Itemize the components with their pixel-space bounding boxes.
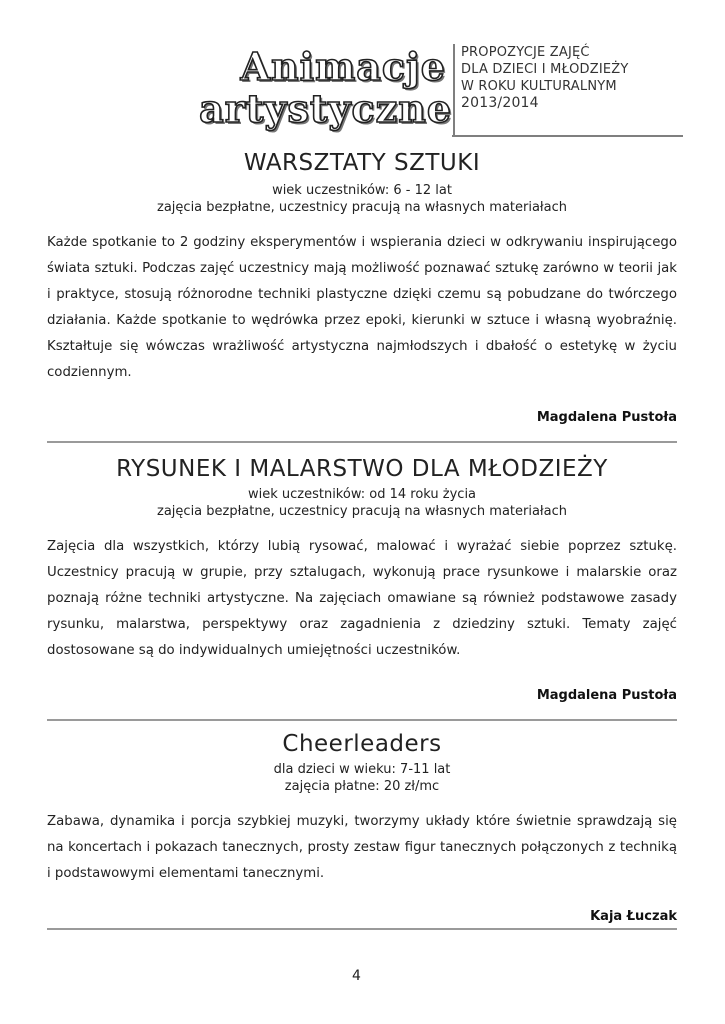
section-age: wiek uczestników: od 14 roku życia <box>247 487 477 502</box>
section-divider <box>47 928 677 930</box>
section-description: Każde spotkanie to 2 godziny eksperymentów i wspierania dzieci w odkrywaniu inspirującego świata sztuki. Podczas zajęć uczestnicy mają możliwość poznawać sztukę zarówno w teorii jak i praktyce, stosują różnorodne techniki plastyczne dzięki czemu są pobudzane do twórczego działania. Każde spotkanie to wędrówka przez epoki, kierunki w sztuce i własną wyobraźnię. Kształtuje się wówczas wrażliwość artystyczna najmłodszych i dbałość o estetykę w życiu codziennym. <box>47 235 677 380</box>
section-divider <box>47 441 677 443</box>
section-author: Magdalena Pustoła <box>536 688 677 703</box>
section-pricing: zajęcia płatne: 20 zł/mc <box>284 779 440 794</box>
section-divider <box>47 719 677 721</box>
tagline-line-1: PROPOZYCJE ZAJĘĆ <box>461 45 590 60</box>
logo-line-2: artystyczne <box>199 86 452 131</box>
section-cheerleaders <box>47 731 677 924</box>
header-horizontal-divider <box>452 135 683 137</box>
logo <box>190 46 452 130</box>
section-age: dla dzieci w wieku: 7-11 lat <box>273 762 451 777</box>
section-title: RYSUNEK I MALARSTWO DLA MŁODZIEŻY <box>116 456 608 482</box>
section-author: Magdalena Pustoła <box>536 410 677 425</box>
section-description: Zajęcia dla wszystkich, którzy lubią rysować, malować i wyrażać siebie poprzez sztukę. Uczestnicy pracują w grupie, przy sztalugach, wykonują prace rysunkowe i malarskie oraz poznają różne techniki artystyczne. Na zajęciach omawiane są również podstawowe zasady rysunku, malarstwa, perspektywy oraz zagadnienia z dziedziny sztuki. Tematy zajęć dostosowane są do indywidualnych umiejętności uczestników. <box>47 539 677 658</box>
page-header <box>0 36 725 136</box>
tagline-line-4: 2013/2014 <box>461 95 539 111</box>
section-pricing: zajęcia bezpłatne, uczestnicy pracują na własnych materiałach <box>157 200 567 215</box>
header-vertical-divider <box>453 44 455 136</box>
tagline-line-2: DLA DZIECI I MŁODZIEŻY <box>461 62 629 77</box>
section-warsztaty-sztuki <box>47 150 677 425</box>
section-title: WARSZTATY SZTUKI <box>243 150 481 176</box>
page-number: 4 <box>352 968 361 984</box>
section-pricing: zajęcia bezpłatne, uczestnicy pracują na własnych materiałach <box>157 504 567 519</box>
section-rysunek-malarstwo <box>47 456 677 703</box>
header-tagline <box>461 44 701 112</box>
tagline-line-3: W ROKU KULTURALNYM <box>461 79 617 94</box>
section-author: Kaja Łuczak <box>590 909 677 924</box>
section-description: Zabawa, dynamika i porcja szybkiej muzyki, tworzymy układy które świetnie sprawdzają się na koncertach i pokazach tanecznych, prosty zestaw figur tanecznych połączonych z techniką i podstawowymi elementami tanecznymi. <box>47 814 677 881</box>
section-age: wiek uczestników: 6 - 12 lat <box>272 183 452 198</box>
logo-line-1: Animacje <box>240 44 446 89</box>
section-title: Cheerleaders <box>282 731 442 757</box>
